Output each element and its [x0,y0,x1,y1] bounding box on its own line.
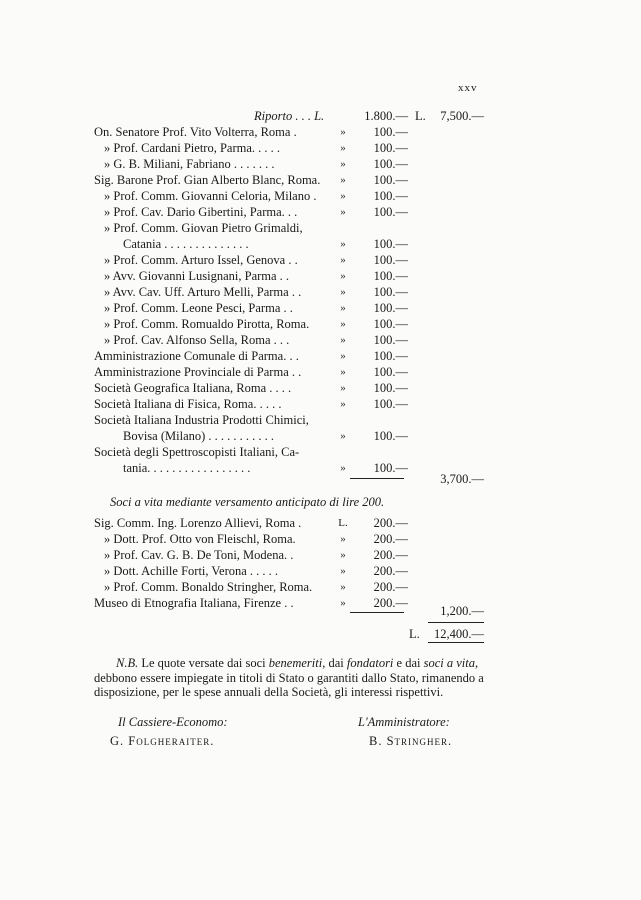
ditto-mark: » [340,533,346,545]
list-item: » Prof. Comm. Arturo Issel, Genova . . [104,253,298,267]
ditto-mark: » [340,270,346,282]
list-item: » Prof. Cardani Pietro, Parma. . . . . [104,141,281,155]
amount: 100.— [373,253,408,267]
list-item: » Prof. Comm. Giovan Pietro Grimaldi, [104,221,303,235]
ditto-mark: » [340,142,346,154]
note-text: , dai [322,656,347,670]
list-item: » G. B. Miliani, Fabriano . . . . . . . [104,157,275,171]
ditto-mark: » [340,318,346,330]
riporto-total: 7,500.— [440,109,484,123]
ditto-mark: » [340,174,346,186]
amount: 100.— [373,461,408,475]
list-item: tania. . . . . . . . . . . . . . . . . [123,461,251,475]
note-emphasis: soci a vita [423,656,476,670]
amount: 100.— [373,429,408,443]
list-item: Società degli Spettroscopisti Italiani, Ca- [94,445,300,459]
grand-total: 12,400.— [434,627,484,641]
ditto-mark: » [340,382,346,394]
subtotal-rule [350,612,404,613]
ditto-mark: » [340,350,346,362]
amount: 100.— [373,317,408,331]
ditto-mark: » [340,549,346,561]
list-item: » Prof. Cav. Dario Gibertini, Parma. . . [104,205,298,219]
ditto-mark: » [340,597,346,609]
amount: 200.— [373,596,408,610]
note-paragraph [94,656,484,700]
amount: 100.— [373,349,408,363]
ditto-mark: » [340,286,346,298]
amount: 100.— [373,381,408,395]
list-item: Catania . . . . . . . . . . . . . . [123,237,249,251]
ditto-mark: » [340,206,346,218]
note-text: , debbono essere impiegate in titoli di Stato o garantiti dallo Stato, rimanendo a disposizione, per le spese annuali della Società, gli interessi rispettivi. [94,656,484,699]
list-item: Sig. Barone Prof. Gian Alberto Blanc, Roma. [94,173,321,187]
note-prefix: N.B. [116,656,139,670]
amount: 100.— [373,333,408,347]
amount: 100.— [373,157,408,171]
list-item: » Dott. Prof. Otto von Fleischl, Roma. [104,532,296,546]
total-rule [428,622,484,623]
amount: 200.— [373,516,408,530]
amount: 100.— [373,141,408,155]
list-item: » Prof. Comm. Bonaldo Stringher, Roma. [104,580,313,594]
list-item: Società Geografica Italiana, Roma . . . . [94,381,292,395]
note-emphasis: benemeriti [268,656,323,670]
amount: 100.— [373,205,408,219]
amount: 100.— [373,269,408,283]
cashier-title: Il Cassiere-Economo: [118,715,228,729]
note-text: e dai [393,656,424,670]
amount: 200.— [373,532,408,546]
riporto-amount: 1.800.— [364,109,408,123]
administrator-title: L'Amministratore: [358,715,450,729]
amount: 100.— [373,189,408,203]
ditto-mark: » [340,254,346,266]
amount: 100.— [373,365,408,379]
ditto-mark: » [340,238,346,250]
list-item: On. Senatore Prof. Vito Volterra, Roma . [94,125,297,139]
ditto-mark: » [340,158,346,170]
amount: 200.— [373,564,408,578]
list-item: » Dott. Achille Forti, Verona . . . . . [104,564,279,578]
note-text: Le quote versate dai soci [138,656,269,670]
section2-heading: Soci a vita mediante versamento anticipato di lire 200. [110,495,385,509]
ditto-mark: » [340,565,346,577]
ditto-mark: » [340,190,346,202]
list-item: Sig. Comm. Ing. Lorenzo Allievi, Roma . [94,516,302,530]
list-item: » Avv. Cav. Uff. Arturo Melli, Parma . . [104,285,302,299]
grand-total-currency: L. [409,627,420,641]
list-item: » Prof. Comm. Leone Pesci, Parma . . [104,301,293,315]
amount: 200.— [373,580,408,594]
amount: 100.— [373,285,408,299]
amount: 100.— [373,301,408,315]
section2-total: 1,200.— [440,604,484,618]
list-item: Bovisa (Milano) . . . . . . . . . . . [123,429,275,443]
list-item: Società Italiana Industria Prodotti Chimici, [94,413,309,427]
ditto-mark: » [340,462,346,474]
amount: 100.— [373,125,408,139]
section1-total: 3,700.— [440,472,484,486]
currency-mark: L. [338,517,348,529]
list-item: Amministrazione Comunale di Parma. . . [94,349,299,363]
ditto-mark: » [340,581,346,593]
total-rule [428,642,484,643]
amount: 100.— [373,397,408,411]
amount: 200.— [373,548,408,562]
list-item: » Prof. Cav. Alfonso Sella, Roma . . . [104,333,290,347]
list-item: » Prof. Cav. G. B. De Toni, Modena. . [104,548,294,562]
cashier-name: G. Folgheraiter. [110,734,215,748]
list-item: » Prof. Comm. Giovanni Celoria, Milano . [104,189,317,203]
ditto-mark: » [340,366,346,378]
ditto-mark: » [340,126,346,138]
administrator-name: B. Stringher. [369,734,453,748]
ditto-mark: » [340,334,346,346]
list-item: » Prof. Comm. Romualdo Pirotta, Roma. [104,317,310,331]
ditto-mark: » [340,398,346,410]
amount: 100.— [373,237,408,251]
list-item: Società Italiana di Fisica, Roma. . . . . [94,397,282,411]
ditto-mark: » [340,302,346,314]
amount: 100.— [373,173,408,187]
ditto-mark: » [340,430,346,442]
riporto-currency: L. [415,109,426,123]
riporto-label: Riporto . . . L. [254,109,325,123]
list-item: Amministrazione Provinciale di Parma . . [94,365,302,379]
list-item: » Avv. Giovanni Lusignani, Parma . . [104,269,290,283]
note-emphasis: fondatori [346,656,394,670]
list-item: Museo di Etnografia Italiana, Firenze . . [94,596,294,610]
page-number: xxv [458,82,478,94]
subtotal-rule [350,478,404,479]
